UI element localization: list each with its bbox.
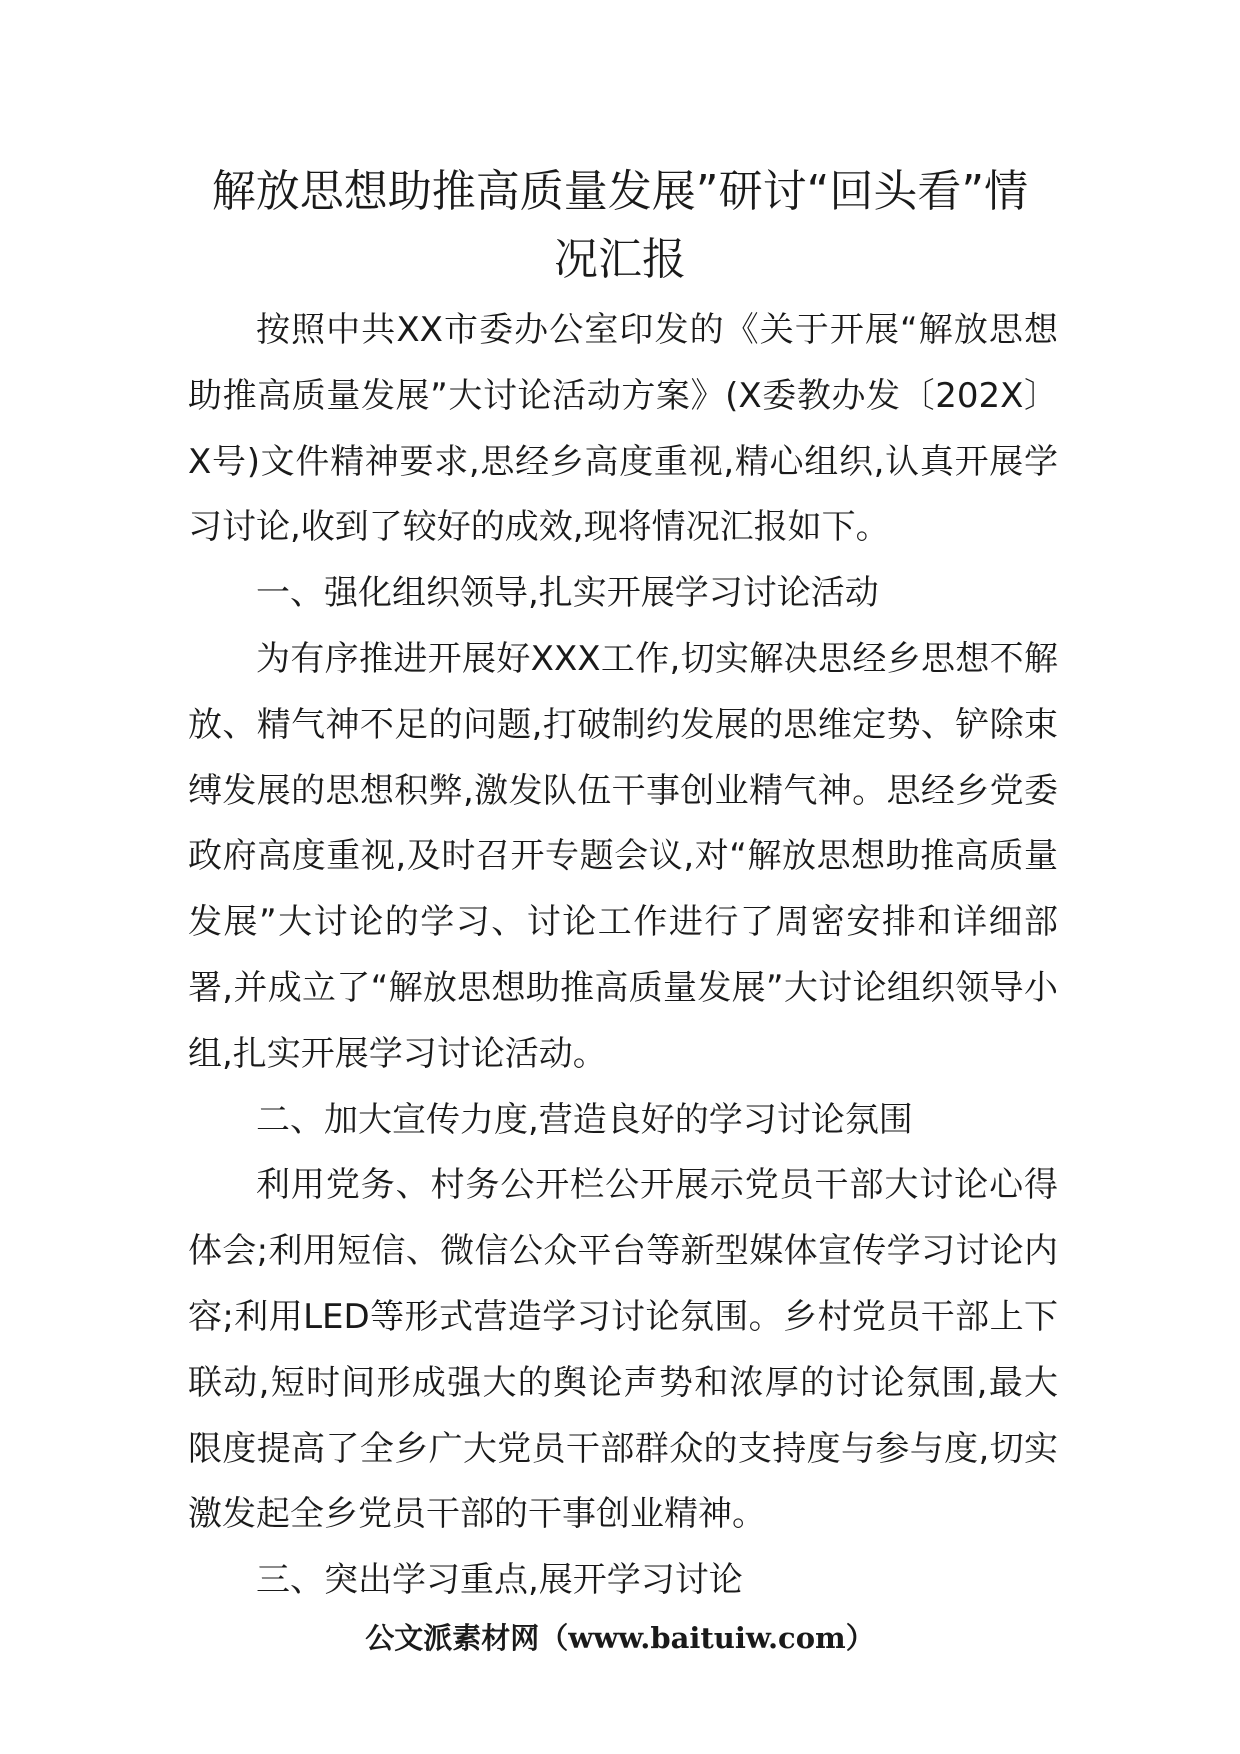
section-heading-2: 二、加大宣传力度,营造良好的学习讨论氛围 — [256, 1099, 913, 1140]
section-heading-3: 三、突出学习重点,展开学习讨论 — [256, 1560, 743, 1601]
footer-watermark: 公文派素材网（www.baituiw.com） — [365, 1621, 875, 1655]
paragraph-section-1: 为有序推进开展好XXX工作,切实解决思经乡思想不解放、精气神不足的问题,打破制约发展的思维定势、铲除束缚发展的思想积弊,激发队伍干事创业精气神。思经乡党委政府高度重视,及时召开专题会议,对“解放思想助推高质量发展”大讨论的学习、讨论工作进行了周密安排和详细部署,并成立了“解放思想助推高质量发展”大讨论组织领导小组,扎实开展学习讨论活动。 — [188, 638, 1058, 1074]
paragraph-section-2: 利用党务、村务公开栏公开展示党员干部大讨论心得体会;利用短信、微信公众平台等新型媒体宣传学习讨论内容;利用LED等形式营造学习讨论氛围。乡村党员干部上下联动,短时间形成强大的舆论声势和浓厚的讨论氛围,最大限度提高了全乡广大党员干部群众的支持度与参与度,切实激发起全乡党员干部的干事创业精神。 — [188, 1165, 1059, 1535]
paragraph-intro: 按照中共XX市委办公室印发的《关于开展“解放思想助推高质量发展”大讨论活动方案》(X委教办发〔202X〕X号)文件精神要求,思经乡高度重视,精心组织,认真开展学习讨论,收到了较好的成效,现将情况汇报如下。 — [188, 310, 1058, 548]
section-heading-1: 一、强化组织领导,扎实开展学习讨论活动 — [256, 573, 879, 614]
document-body — [188, 298, 1058, 1614]
document-title: 解放思想助推高质量发展”研讨“回头看”情况汇报 — [211, 166, 1029, 285]
